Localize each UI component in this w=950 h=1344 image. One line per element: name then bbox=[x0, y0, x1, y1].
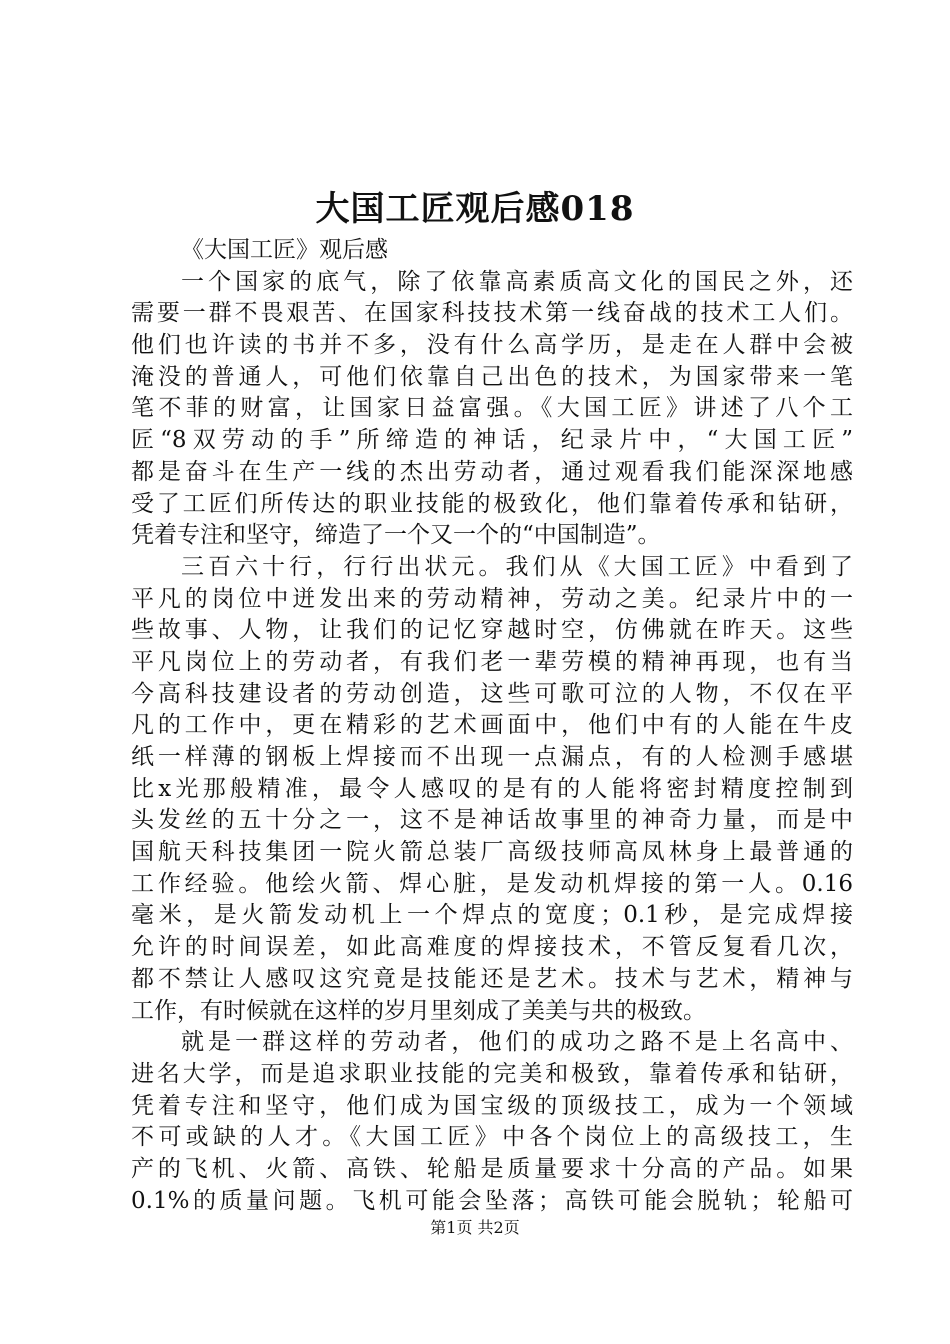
body-line: 产的飞机、火箭、高铁、轮船是质量要求十分高的产品。如果 bbox=[131, 1155, 853, 1182]
subtitle-line: 《大国工匠》观后感 bbox=[181, 237, 388, 263]
page-footer: 第1页 共2页 bbox=[430, 1218, 520, 1237]
body-line: 笔不菲的财富，让国家日益富强。《大国工匠》讲述了八个工 bbox=[131, 395, 853, 422]
body-line: 就是一群这样的劳动者，他们的成功之路不是上名高中、 bbox=[181, 1029, 853, 1056]
body-line: 三百六十行，行行出状元。我们从《大国工匠》中看到了 bbox=[181, 553, 853, 580]
body-line: 凭着专注和坚守，缔造了一个又一个的“中国制造”。 bbox=[131, 522, 661, 549]
body-line: 纸一样薄的钢板上焊接而不出现一点漏点，有的人检测手感堪 bbox=[131, 744, 853, 770]
body-line: 需要一群不畏艰苦、在国家科技技术第一线奋战的技术工人们。 bbox=[131, 300, 853, 327]
body-line: 平凡的岗位中迸发出来的劳动精神，劳动之美。纪录片中的一 bbox=[131, 585, 853, 612]
body-line: 头发丝的五十分之一，这不是神话故事里的神奇力量，而是中 bbox=[131, 807, 853, 834]
body-line: 毫米，是火箭发动机上一个焊点的宽度；0.1秒，是完成焊接 bbox=[131, 902, 853, 929]
document-title: 大国工匠观后感018 bbox=[315, 189, 635, 229]
body-line: 工作经验。他绘火箭、焊心脏，是发动机焊接的第一人。0.16 bbox=[131, 870, 853, 897]
body-line: 淹没的普通人，可他们依靠自己出色的技术，为国家带来一笔 bbox=[131, 363, 853, 390]
document-body bbox=[131, 235, 853, 1217]
body-line: 些故事、人物，让我们的记忆穿越时空，仿佛就在昨天。这些 bbox=[131, 617, 853, 644]
body-line: 凡的工作中，更在精彩的艺术画面中，他们中有的人能在牛皮 bbox=[131, 712, 853, 739]
body-line: 都不禁让人感叹这究竟是技能还是艺术。技术与艺术，精神与 bbox=[131, 965, 853, 992]
body-line: 0.1%的质量问题。飞机可能会坠落；高铁可能会脱轨；轮船可 bbox=[131, 1187, 853, 1214]
body-line: 今高科技建设者的劳动创造，这些可歌可泣的人物，不仅在平 bbox=[131, 680, 853, 707]
body-line: 凭着专注和坚守，他们成为国宝级的顶级技工，成为一个领域 bbox=[131, 1092, 853, 1119]
body-line: 匠“8双劳动的手”所缔造的神话，纪录片中，“大国工匠” bbox=[131, 427, 853, 454]
body-line: 进名大学，而是追求职业技能的完美和极致，靠着传承和钻研， bbox=[131, 1060, 853, 1087]
body-line: 允许的时间误差，如此高难度的焊接技术，不管反复看几次， bbox=[131, 934, 853, 961]
body-line: 工作，有时候就在这样的岁月里刻成了美美与共的极致。 bbox=[131, 997, 706, 1024]
body-line: 都是奋斗在生产一线的杰出劳动者，通过观看我们能深深地感 bbox=[131, 458, 853, 485]
body-line: 比x光那般精准，最令人感叹的是有的人能将密封精度控制到 bbox=[131, 775, 853, 802]
body-line: 他们也许读的书并不多，没有什么高学历，是走在人群中会被 bbox=[131, 332, 853, 359]
body-line: 平凡岗位上的劳动者，有我们老一辈劳模的精神再现，也有当 bbox=[131, 648, 853, 675]
body-line: 不可或缺的人才。《大国工匠》中各个岗位上的高级技工，生 bbox=[131, 1124, 853, 1151]
body-line: 一个国家的底气，除了依靠高素质高文化的国民之外，还 bbox=[181, 268, 853, 295]
body-line: 国航天科技集团一院火箭总装厂高级技师高凤林身上最普通的 bbox=[131, 839, 853, 866]
body-line: 受了工匠们所传达的职业技能的极致化，他们靠着传承和钻研， bbox=[131, 490, 853, 517]
